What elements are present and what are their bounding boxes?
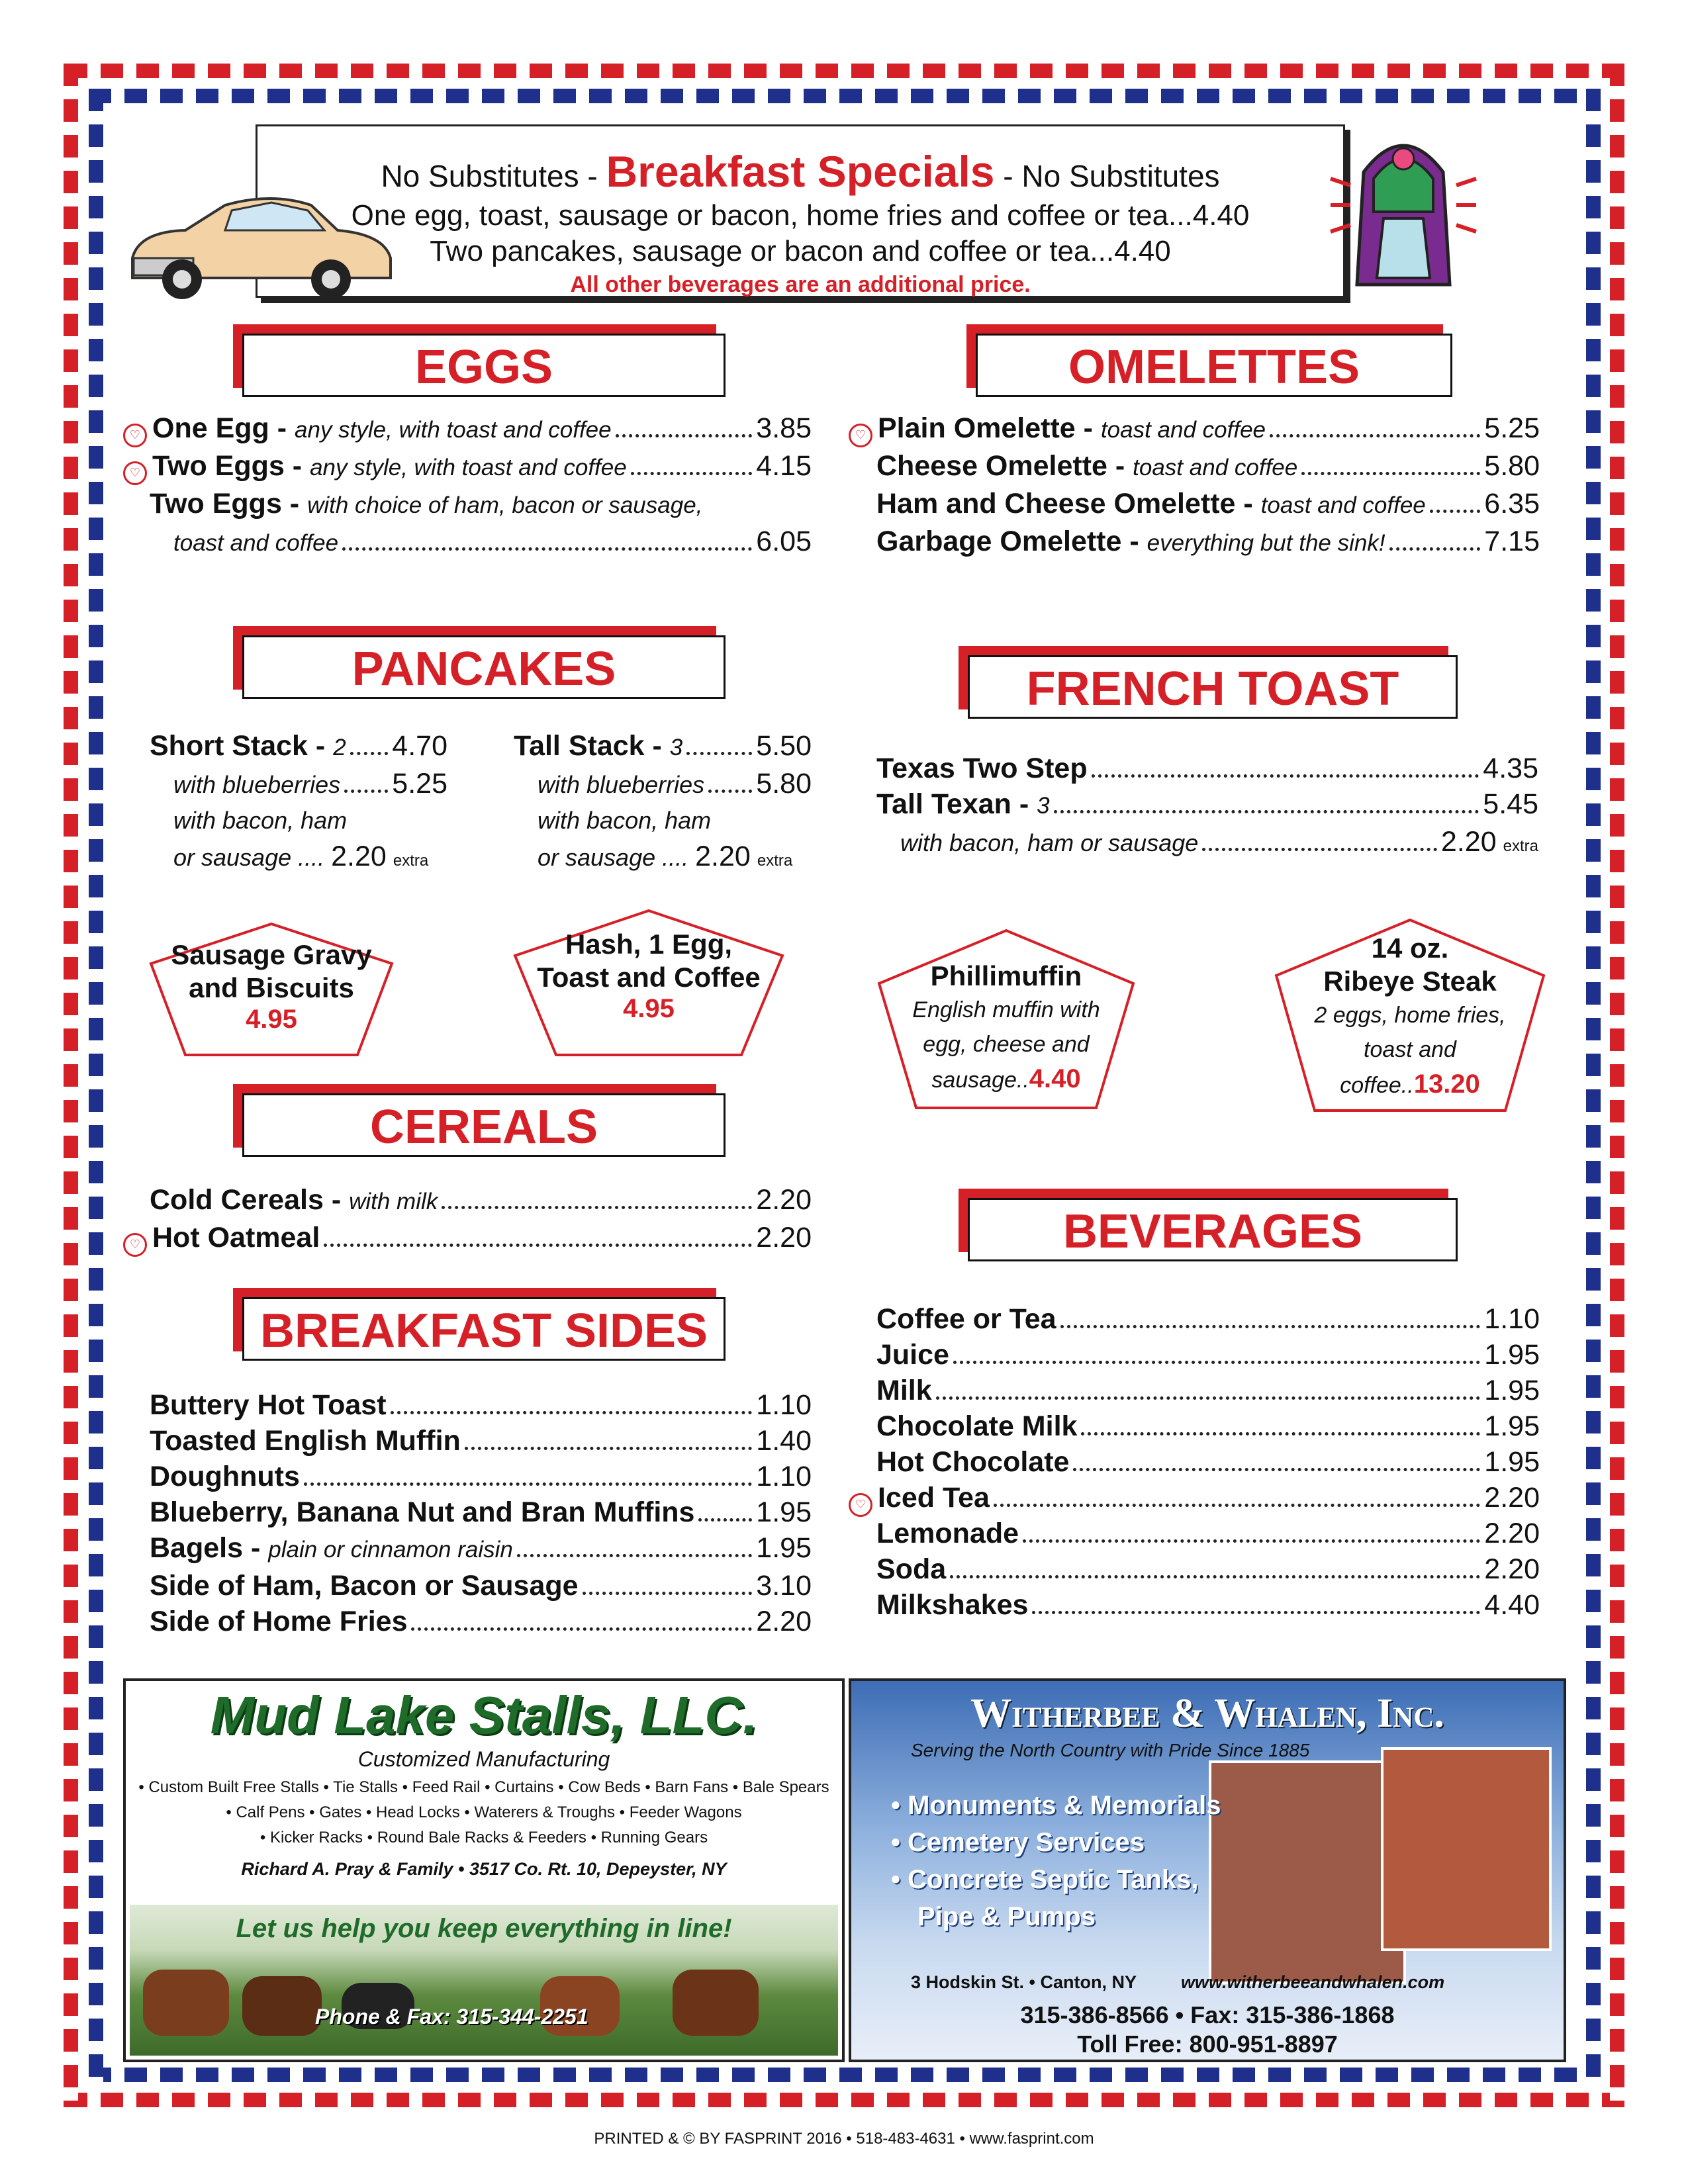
ad-witherbee-tollfree: Toll Free: 800-951-8897 xyxy=(1077,2030,1338,2058)
heart-healthy-icon: ♡ xyxy=(123,1233,147,1257)
border-blue-right xyxy=(1586,89,1601,2082)
menu-item: Soda 2.20 xyxy=(876,1553,1540,1585)
border-red-left xyxy=(64,64,78,2107)
menu-item: Cheese Omelette - toast and coffee 5.80 xyxy=(876,450,1540,482)
menu-item: ♡ Iced Tea 2.20 xyxy=(849,1480,1540,1516)
specials-title: Breakfast Specials xyxy=(606,147,995,196)
feature-phillimuffin: Phillimuffin English muffin with egg, cheese and sausage..4.40 xyxy=(912,960,1100,1093)
menu-item: ♡ Plain Omelette - toast and coffee 5.25 xyxy=(849,410,1540,448)
beverages-header: BEVERAGES xyxy=(968,1198,1458,1261)
breakfast-specials-box xyxy=(256,124,1345,298)
feature-ribeye-steak: 14 oz. Ribeye Steak 2 eggs, home fries, toast and coffee..13.20 xyxy=(1314,933,1506,1099)
ad-mudlake-title: Mud Lake Stalls, LLC. xyxy=(210,1686,758,1745)
menu-item: Toasted English Muffin 1.40 xyxy=(150,1425,812,1457)
beverages-list xyxy=(849,1301,1540,1623)
menu-item: Milk 1.95 xyxy=(876,1375,1540,1406)
ad-witherbee-building-photo-2 xyxy=(1381,1747,1552,1951)
ad-mud-lake-stalls: Mud Lake Stalls, LLC. Customized Manufacturing • Custom Built Free Stalls • Tie Stalls • Feed Rail • Curtains • Cow Beds • Barn Fans • Bale Spears • Calf Pens • Gates • Head Locks • Waterers & Troughs • Feeder Wagons • Kicker Racks • Round Bale Racks & Feeders • Running Gears Richard A. Pray & Family • 3517 Co. Rt. 10, Depeyster, NY Let us help you keep everything in line! Phone & Fax: 315-344-2251 xyxy=(123,1678,845,2062)
jukebox-illustration xyxy=(1324,106,1483,304)
specials-right-text: - No Substitutes xyxy=(1003,159,1220,193)
pancakes-tall-stack: Tall Stack - 3 5.50 with blueberries 5.80 with bacon, ham or sausage .... 2.20 extra xyxy=(514,730,812,872)
menu-item: Garbage Omelette - everything but the sink! 7.15 xyxy=(876,525,1540,557)
feature-sausage-gravy: Sausage Gravy and Biscuits 4.95 xyxy=(171,939,372,1034)
menu-item: Lemonade 2.20 xyxy=(876,1518,1540,1549)
cereals-list xyxy=(123,1182,812,1255)
menu-item: Side of Ham, Bacon or Sausage 3.10 xyxy=(150,1570,812,1602)
menu-item: ♡ Hot Oatmeal 2.20 xyxy=(123,1220,812,1255)
menu-item: Side of Home Fries 2.20 xyxy=(150,1606,812,1637)
menu-item: ♡ One Egg - any style, with toast and coffee 3.85 xyxy=(123,410,812,448)
border-red-bottom xyxy=(65,2093,1624,2107)
ad-mudlake-slogan: Let us help you keep everything in line! xyxy=(236,1914,732,1943)
sides-list xyxy=(150,1387,812,1639)
feature-hash-egg: Hash, 1 Egg, Toast and Coffee 4.95 xyxy=(537,929,761,1023)
ad-mudlake-owner: Richard A. Pray & Family • 3517 Co. Rt. 10, Depeyster, NY xyxy=(241,1859,727,1879)
menu-item: Milkshakes 4.40 xyxy=(876,1589,1540,1621)
border-blue-left xyxy=(89,89,103,2082)
menu-item: Buttery Hot Toast 1.10 xyxy=(150,1389,812,1421)
eggs-list xyxy=(123,410,812,561)
menu-item: Doughnuts 1.10 xyxy=(150,1461,812,1492)
ad-mudlake-photo xyxy=(130,1905,838,2056)
specials-line-2: Two pancakes, sausage or bacon and coffee or tea...4.40 xyxy=(430,235,1171,267)
footer-credit: PRINTED & © BY FASPRINT 2016 • 518-483-4631 • www.fasprint.com xyxy=(594,2130,1094,2148)
menu-item: Coffee or Tea 1.10 xyxy=(876,1303,1540,1335)
border-blue-bottom xyxy=(89,2068,1601,2082)
menu-item: Bagels - plain or cinnamon raisin 1.95 xyxy=(150,1532,812,1564)
border-red-top xyxy=(65,64,1624,78)
heart-healthy-icon: ♡ xyxy=(123,461,147,485)
menu-item: Tall Texan - 3 5.45 xyxy=(876,788,1538,820)
specials-line-1: One egg, toast, sausage or bacon, home fries and coffee or tea...4.40 xyxy=(351,199,1250,232)
omelettes-list xyxy=(849,410,1540,561)
ad-mudlake-phone: Phone & Fax: 315-344-2251 xyxy=(315,2005,588,2028)
classic-car-illustration xyxy=(119,179,397,311)
eggs-header: EGGS xyxy=(242,334,726,397)
french-toast-header: FRENCH TOAST xyxy=(968,655,1458,719)
menu-item: ♡ Two Eggs - any style, with toast and coffee 4.15 xyxy=(123,448,812,486)
menu-item: Hot Chocolate 1.95 xyxy=(876,1446,1540,1478)
menu-item: Ham and Cheese Omelette - toast and coffee 6.35 xyxy=(876,488,1540,520)
ad-witherbee-tagline: Serving the North Country with Pride Since 1885 xyxy=(911,1740,1310,1760)
ad-witherbee-services: • Monuments & Memorials • Cemetery Services • Concrete Septic Tanks, Pipe & Pumps xyxy=(891,1791,1221,1931)
ad-witherbee-building-photo xyxy=(1209,1760,1406,1984)
menu-item: Two Eggs - with choice of ham, bacon or sausage, xyxy=(150,488,703,520)
specials-left-text: No Substitutes - xyxy=(381,159,598,193)
menu-item: Chocolate Milk 1.95 xyxy=(876,1410,1540,1442)
border-blue-top xyxy=(89,89,1601,103)
ad-witherbee-whalen xyxy=(849,1678,1566,2062)
menu-item: Blueberry, Banana Nut and Bran Muffins 1.95 xyxy=(150,1496,812,1528)
border-red-right xyxy=(1610,64,1624,2107)
ad-mudlake-subtitle: Customized Manufacturing xyxy=(357,1747,610,1771)
ad-witherbee-address: 3 Hodskin St. • Canton, NY www.witherbeeandwhalen.com xyxy=(911,1972,1445,1992)
french-toast-list: Texas Two Step 4.35 Tall Texan - 3 5.45 with bacon, ham or sausage 2.20 extra xyxy=(876,751,1538,864)
heart-healthy-icon: ♡ xyxy=(849,424,872,447)
specials-note: All other beverages are an additional price. xyxy=(570,272,1031,297)
heart-healthy-icon: ♡ xyxy=(849,1493,872,1517)
ad-witherbee-phones: 315-386-8566 • Fax: 315-386-1868 xyxy=(1020,2001,1395,2028)
ad-witherbee-title: Witherbee & Whalen, Inc. xyxy=(970,1691,1444,1736)
menu-item: Juice 1.95 xyxy=(876,1339,1540,1371)
menu-item: Texas Two Step 4.35 xyxy=(876,752,1538,784)
cereals-header: CEREALS xyxy=(242,1093,726,1157)
menu-item: Cold Cereals - with milk 2.20 xyxy=(150,1184,812,1216)
omelettes-header: OMELETTES xyxy=(976,334,1452,397)
breakfast-sides-header: BREAKFAST SIDES xyxy=(242,1297,726,1361)
heart-healthy-icon: ♡ xyxy=(123,424,147,447)
pancakes-header: PANCAKES xyxy=(242,635,726,699)
menu-item-continuation: toast and coffee 6.05 xyxy=(173,525,812,557)
pancakes-short-stack: Short Stack - 2 4.70 with blueberries 5.25 with bacon, ham or sausage .... 2.20 extra xyxy=(150,730,447,872)
